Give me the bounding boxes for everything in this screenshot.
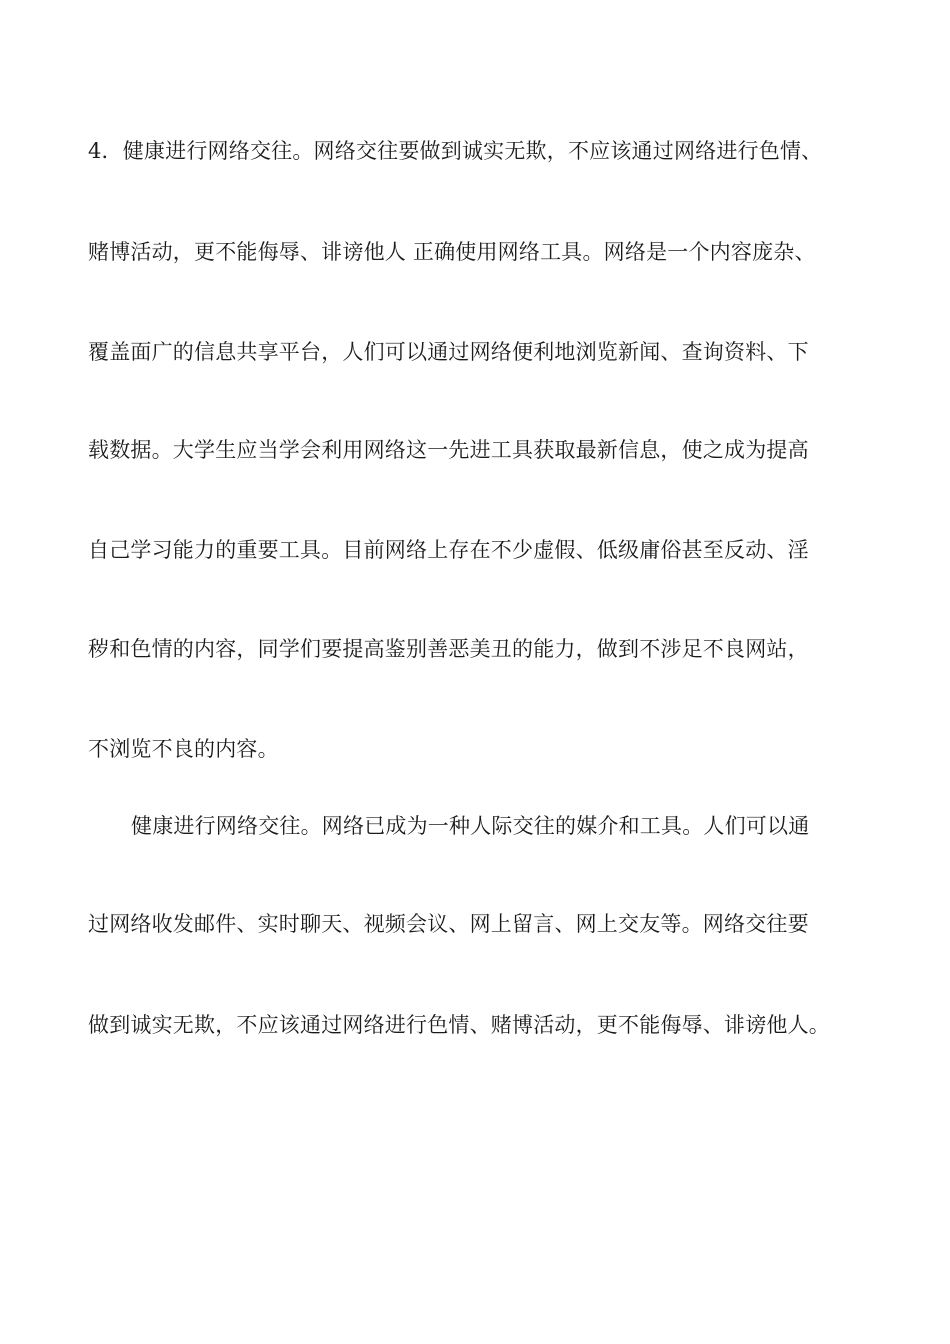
paragraph-1-line: 覆盖面广的信息共享平台，人们可以通过网络便利地浏览新闻、查询资料、下 — [88, 340, 809, 364]
paragraph-2-line: 做到诚实无欺，不应该通过网络进行色情、赌博活动，更不能侮辱、诽谤他人。 — [88, 1013, 830, 1037]
paragraph-1-line: 赌博活动，更不能侮辱、诽谤他人 正确使用网络工具。网络是一个内容庞杂、 — [88, 240, 816, 264]
paragraph-1-line: 4．健康进行网络交往。网络交往要做到诚实无欺，不应该通过网络进行色情、 — [88, 139, 823, 163]
paragraph-1-line: 秽和色情的内容，同学们要提高鉴别善恶美丑的能力，做到不涉足不良网站， — [88, 637, 809, 661]
paragraph-2-line: 健康进行网络交往。网络已成为一种人际交往的媒介和工具。人们可以通 — [131, 814, 810, 838]
paragraph-1-line: 自己学习能力的重要工具。目前网络上存在不少虚假、低级庸俗甚至反动、淫 — [88, 538, 809, 562]
paragraph-1-line: 载数据。大学生应当学会利用网络这一先进工具获取最新信息，使之成为提高 — [88, 438, 809, 462]
paragraph-1-line: 不浏览不良的内容。 — [88, 737, 279, 761]
paragraph-2-line: 过网络收发邮件、实时聊天、视频会议、网上留言、网上交友等。网络交往要 — [88, 912, 809, 936]
